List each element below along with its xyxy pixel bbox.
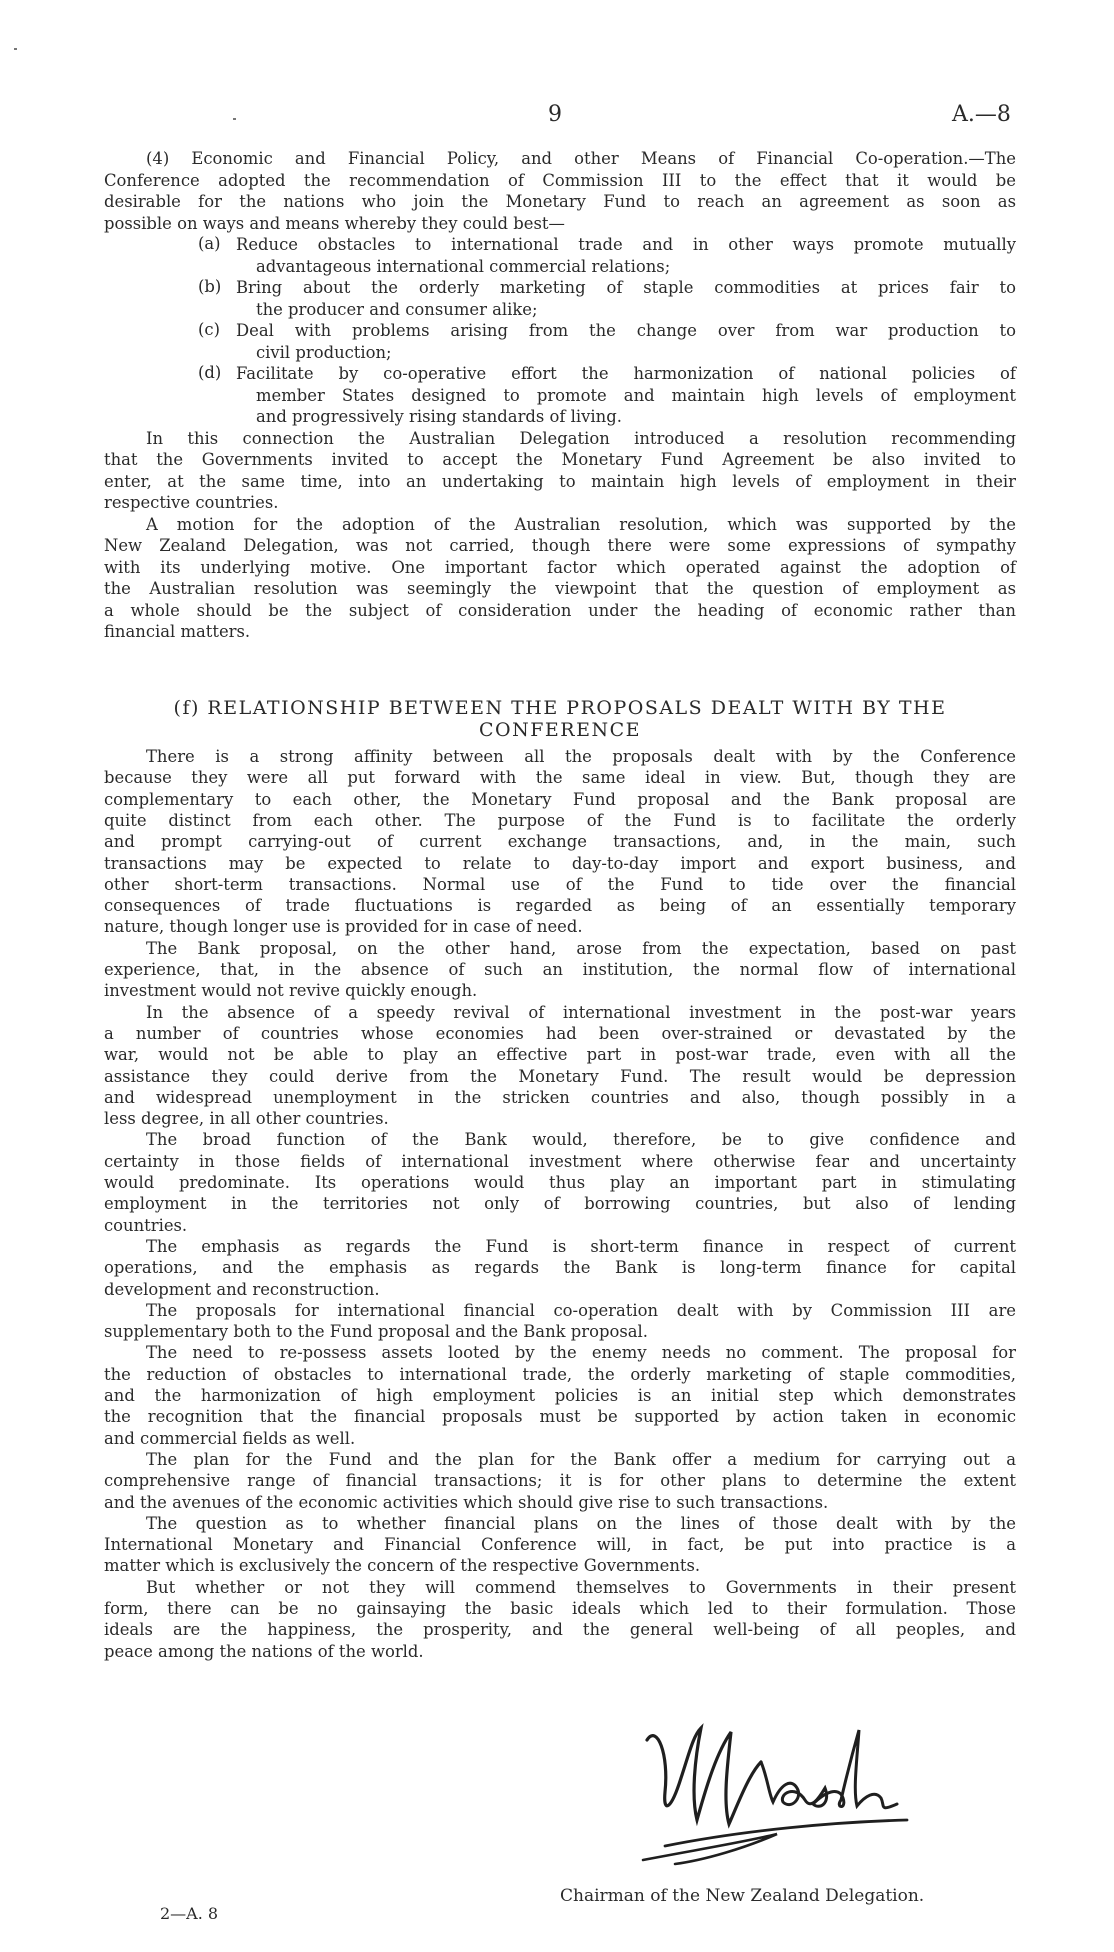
list-item-label: (a) [198,234,221,253]
paragraph-line: consequences of trade fluctuations is regarded as being of an essentially temporary [104,896,1016,916]
list-item-line: the producer and consumer alike; [256,299,538,319]
paragraph-line: International Monetary and Financial Conference will, in fact, be put into practice is a [104,1535,1016,1555]
paragraph-line: The broad function of the Bank would, therefore, be to give confidence and [146,1130,1016,1150]
list-item-line: Bring about the orderly marketing of staple commodities at prices fair to [236,278,1016,297]
speck [233,118,236,120]
paragraph-line: financial matters. [104,622,251,641]
paragraph-line: operations, and the emphasis as regards the Bank is long-term finance for capital [104,1258,1016,1278]
paragraph-line: enter, at the same time, into an undertaking to maintain high levels of employment in their [104,471,1016,491]
paragraph-line: The proposals for international financial co-operation dealt with by Commission III are [146,1300,1016,1320]
paragraph-line: The question as to whether financial plans on the lines of those dealt with by the [146,1513,1016,1533]
paragraph-line: The Bank proposal, on the other hand, arose from the expectation, based on past [146,938,1016,958]
list-item-line: Facilitate by co-operative effort the harmonization of national policies of [236,364,1016,383]
paragraph-line: desirable for the nations who join the Monetary Fund to reach an agreement as soon as [104,192,1016,211]
paragraph-line: war, would not be able to play an effective part in post-war trade, even with all the [104,1045,1016,1065]
paragraph-line: transactions may be expected to relate to day-to-day import and export business, and [104,853,1016,873]
list-item-line: and progressively rising standards of living. [256,407,622,426]
paragraph-line: less degree, in all other countries. [104,1109,389,1129]
paragraph-line: complementary to each other, the Monetary Fund proposal and the Bank proposal are [104,789,1016,809]
paragraph-line: form, there can be no gainsaying the basic ideals which led to their formulation. Those [104,1599,1016,1618]
paragraph-line: possible on ways and means whereby they could best— [104,213,565,233]
section-f-title-line-1: (f) RELATIONSHIP BETWEEN THE PROPOSALS DEALT WITH BY THE [173,697,947,719]
paragraph-line: and prompt carrying-out of current exchange transactions, and, in the main, such [104,832,1016,852]
paragraph-line: In the absence of a speedy revival of international investment in the post-war years [146,1002,1016,1022]
paragraph-line: supplementary both to the Fund proposal and the Bank proposal. [104,1322,648,1342]
list-item-line: Reduce obstacles to international trade and in other ways promote mutually [236,235,1016,254]
paragraph-line: the recognition that the financial proposals must be supported by action taken in economic [104,1407,1016,1427]
paragraph-line: because they were all put forward with the same ideal in view. But, though they are [104,768,1016,788]
paragraph-line: experience, that, in the absence of such an institution, the normal flow of international [104,960,1016,979]
paragraph-line: ideals are the happiness, the prosperity, and the general well-being of all peoples, and [104,1620,1016,1640]
list-item-line: member States designed to promote and maintain high levels of employment [256,385,1016,405]
paragraph-line: development and reconstruction. [104,1279,380,1299]
paragraph-line: a number of countries whose economies had been over-strained or devastated by the [104,1023,1016,1043]
paragraph-line: that the Governments invited to accept the Monetary Fund Agreement be also invited to [104,450,1016,469]
speck [14,48,17,50]
list-item-line: Deal with problems arising from the change over from war production to [236,321,1016,340]
paragraph-line: New Zealand Delegation, was not carried, though there were some expressions of sympathy [104,536,1016,555]
paragraph-line: investment would not revive quickly enough. [104,981,478,1001]
list-item-label: (b) [198,277,222,296]
paragraph-line: The need to re-possess assets looted by the enemy needs no comment. The proposal for [146,1343,1016,1363]
paragraph-line: peace among the nations of the world. [104,1641,424,1661]
paragraph-line: countries. [104,1215,188,1235]
list-item-line: advantageous international commercial relations; [256,256,671,276]
section-f-title [104,697,1016,741]
paragraph-line: There is a strong affinity between all the proposals dealt with by the Conference [146,747,1016,766]
list-item-label: (c) [198,320,220,339]
paragraph-line: employment in the territories not only of borrowing countries, but also of lending [104,1194,1016,1214]
paragraph-line: In this connection the Australian Delegation introduced a resolution recommending [146,428,1016,448]
paragraph-line: a whole should be the subject of consideration under the heading of economic rather than [104,600,1016,620]
paragraph-line: the reduction of obstacles to international trade, the orderly marketing of staple commodities, [104,1364,1016,1384]
paragraph-line: respective countries. [104,493,279,512]
paragraph-line: But whether or not they will commend themselves to Governments in their present [146,1577,1016,1597]
paragraph-line: and the harmonization of high employment policies is an initial step which demonstrates [104,1386,1016,1405]
page-number: 9 [548,102,562,127]
list-item-label: (d) [198,363,222,382]
document-reference: A.—8 [952,102,1011,127]
signature-image [635,1714,917,1870]
paragraph-line: would predominate. Its operations would thus play an important part in stimulating [104,1173,1016,1192]
paragraph-line: (4) Economic and Financial Policy, and other Means of Financial Co-operation.—The [146,149,1016,168]
paragraph-line: matter which is exclusively the concern of the respective Governments. [104,1556,701,1576]
paragraph-line: Conference adopted the recommendation of Commission III to the effect that it would be [104,170,1016,190]
paragraph-line: A motion for the adoption of the Australian resolution, which was supported by the [146,514,1016,534]
paragraph-line: the Australian resolution was seemingly the viewpoint that the question of employment as [104,579,1016,598]
signature-caption: Chairman of the New Zealand Delegation. [560,1886,925,1906]
paragraph-line: The plan for the Fund and the plan for the Bank offer a medium for carrying out a [146,1449,1016,1469]
paragraph-line: with its underlying motive. One important factor which operated against the adoption of [104,557,1016,577]
paragraph-line: nature, though longer use is provided for in case of need. [104,917,583,937]
paragraph-line: other short-term transactions. Normal use of the Fund to tide over the financial [104,874,1016,894]
paragraph-line: assistance they could derive from the Monetary Fund. The result would be depression [104,1066,1016,1086]
section-f-title-line-2: CONFERENCE [479,719,641,741]
paragraph-line: certainty in those fields of international investment where otherwise fear and uncertainty [104,1151,1016,1171]
footer-print-reference: 2—A. 8 [160,1904,219,1923]
paragraph-line: and the avenues of the economic activities which should give rise to such transactions. [104,1492,829,1512]
list-item-line: civil production; [256,342,392,362]
paragraph-line: The emphasis as regards the Fund is short-term finance in respect of current [146,1236,1016,1256]
paragraph-line: comprehensive range of financial transactions; it is for other plans to determine the extent [104,1471,1016,1491]
paragraph-line: and widespread unemployment in the stricken countries and also, though possibly in a [104,1087,1016,1107]
paragraph-line: quite distinct from each other. The purpose of the Fund is to facilitate the orderly [104,810,1016,830]
paragraph-line: and commercial fields as well. [104,1428,356,1448]
